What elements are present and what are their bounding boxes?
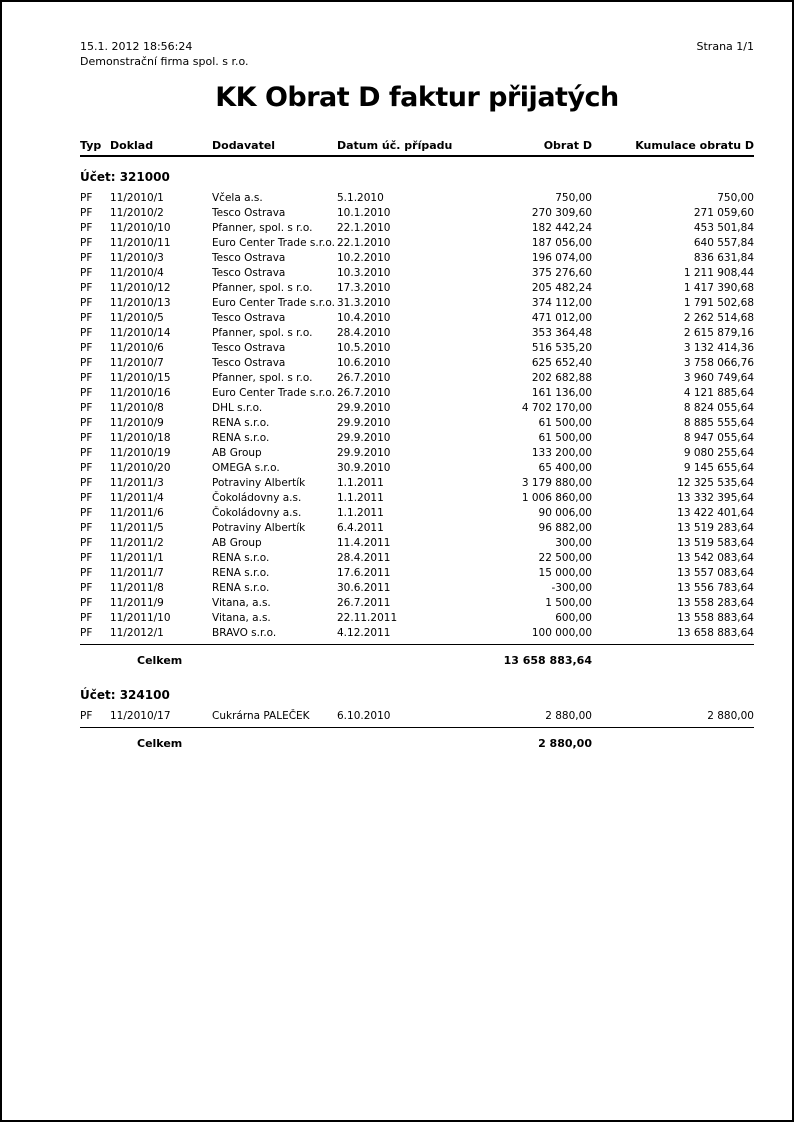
- datum-cell: 17.6.2011: [337, 567, 391, 579]
- typ-cell: PF: [80, 567, 93, 579]
- doklad-cell: 11/2010/15: [110, 372, 171, 384]
- doklad-cell: 11/2010/7: [110, 357, 164, 369]
- dodavatel-cell: OMEGA s.r.o.: [212, 462, 280, 474]
- table-row: [80, 709, 754, 724]
- doklad-cell: 11/2011/7: [110, 567, 164, 579]
- datum-cell: 28.4.2010: [337, 327, 391, 339]
- datum-cell: 29.9.2010: [337, 432, 391, 444]
- dodavatel-cell: Čokoládovny a.s.: [212, 507, 302, 519]
- kumulace-cell: 8 885 555,64: [683, 417, 754, 429]
- section-divider: [80, 727, 754, 728]
- typ-cell: PF: [80, 282, 93, 294]
- dodavatel-cell: Čokoládovny a.s.: [212, 492, 302, 504]
- typ-cell: PF: [80, 342, 93, 354]
- kumulace-cell: 2 880,00: [707, 710, 754, 722]
- doklad-cell: 11/2011/3: [110, 477, 164, 489]
- section-total-row: [80, 737, 754, 752]
- company-name: Demonstrační firma spol. s r.o.: [80, 55, 249, 68]
- total-label: Celkem: [137, 654, 183, 667]
- typ-cell: PF: [80, 312, 93, 324]
- section-total-row: [80, 654, 754, 669]
- obrat-cell: -300,00: [551, 582, 592, 594]
- doklad-cell: 11/2010/16: [110, 387, 171, 399]
- page-number: Strana 1/1: [696, 40, 754, 53]
- datum-cell: 31.3.2010: [337, 297, 391, 309]
- doklad-cell: 11/2010/4: [110, 267, 164, 279]
- obrat-cell: 22 500,00: [538, 552, 592, 564]
- dodavatel-cell: Pfanner, spol. s r.o.: [212, 327, 313, 339]
- header-divider: [80, 155, 754, 157]
- doklad-cell: 11/2010/9: [110, 417, 164, 429]
- datum-cell: 17.3.2010: [337, 282, 391, 294]
- dodavatel-cell: Pfanner, spol. s r.o.: [212, 222, 313, 234]
- doklad-cell: 11/2011/2: [110, 537, 164, 549]
- kumulace-cell: 836 631,84: [693, 252, 754, 264]
- report-title: KK Obrat D faktur přijatých: [215, 82, 619, 113]
- kumulace-cell: 13 332 395,64: [677, 492, 754, 504]
- dodavatel-cell: Tesco Ostrava: [212, 207, 286, 219]
- kumulace-cell: 9 080 255,64: [683, 447, 754, 459]
- doklad-cell: 11/2010/12: [110, 282, 171, 294]
- dodavatel-cell: RENA s.r.o.: [212, 567, 270, 579]
- kumulace-cell: 1 211 908,44: [683, 267, 754, 279]
- datum-cell: 22.11.2011: [337, 612, 398, 624]
- typ-cell: PF: [80, 237, 93, 249]
- report-datetime: 15.1. 2012 18:56:24: [80, 40, 193, 53]
- total-label: Celkem: [137, 737, 183, 750]
- kumulace-cell: 3 960 749,64: [683, 372, 754, 384]
- column-header-datum: Datum úč. případu: [337, 139, 453, 152]
- datum-cell: 1.1.2011: [337, 477, 384, 489]
- dodavatel-cell: RENA s.r.o.: [212, 582, 270, 594]
- datum-cell: 26.7.2011: [337, 597, 391, 609]
- typ-cell: PF: [80, 582, 93, 594]
- dodavatel-cell: Tesco Ostrava: [212, 342, 286, 354]
- obrat-cell: 3 179 880,00: [521, 477, 592, 489]
- obrat-cell: 196 074,00: [531, 252, 592, 264]
- table-row: [80, 236, 754, 251]
- kumulace-cell: 13 558 883,64: [677, 612, 754, 624]
- doklad-cell: 11/2010/18: [110, 432, 171, 444]
- account-label: Účet: 324100: [80, 688, 170, 702]
- obrat-cell: 375 276,60: [531, 267, 592, 279]
- sections: [80, 170, 754, 752]
- kumulace-cell: 8 947 055,64: [683, 432, 754, 444]
- doklad-cell: 11/2010/20: [110, 462, 171, 474]
- kumulace-cell: 12 325 535,64: [677, 477, 754, 489]
- obrat-cell: 4 702 170,00: [521, 402, 592, 414]
- typ-cell: PF: [80, 507, 93, 519]
- kumulace-cell: 13 422 401,64: [677, 507, 754, 519]
- dodavatel-cell: AB Group: [212, 537, 262, 549]
- obrat-cell: 1 006 860,00: [521, 492, 592, 504]
- typ-cell: PF: [80, 327, 93, 339]
- table-row: [80, 431, 754, 446]
- column-header-kumulace: Kumulace obratu D: [635, 139, 754, 152]
- table-row: [80, 506, 754, 521]
- kumulace-cell: 1 417 390,68: [683, 282, 754, 294]
- doklad-cell: 11/2011/4: [110, 492, 164, 504]
- typ-cell: PF: [80, 447, 93, 459]
- doklad-cell: 11/2010/6: [110, 342, 164, 354]
- datum-cell: 22.1.2010: [337, 237, 391, 249]
- column-header-row: [80, 139, 754, 153]
- obrat-cell: 205 482,24: [531, 282, 592, 294]
- typ-cell: PF: [80, 612, 93, 624]
- typ-cell: PF: [80, 357, 93, 369]
- doklad-cell: 11/2010/11: [110, 237, 171, 249]
- doklad-cell: 11/2010/13: [110, 297, 171, 309]
- doklad-cell: 11/2011/6: [110, 507, 164, 519]
- kumulace-cell: 453 501,84: [693, 222, 754, 234]
- doklad-cell: 11/2010/14: [110, 327, 171, 339]
- report-table: [80, 139, 754, 752]
- table-row: [80, 251, 754, 266]
- section-divider: [80, 644, 754, 645]
- typ-cell: PF: [80, 402, 93, 414]
- doklad-cell: 11/2011/1: [110, 552, 164, 564]
- kumulace-cell: 3 132 414,36: [683, 342, 754, 354]
- typ-cell: PF: [80, 597, 93, 609]
- doklad-cell: 11/2011/10: [110, 612, 171, 624]
- table-row: [80, 611, 754, 626]
- kumulace-cell: 2 262 514,68: [683, 312, 754, 324]
- doklad-cell: 11/2011/5: [110, 522, 164, 534]
- obrat-cell: 300,00: [555, 537, 592, 549]
- datum-cell: 1.1.2011: [337, 507, 384, 519]
- kumulace-cell: 13 556 783,64: [677, 582, 754, 594]
- kumulace-cell: 1 791 502,68: [683, 297, 754, 309]
- account-section: [80, 688, 754, 752]
- doklad-cell: 11/2012/1: [110, 627, 164, 639]
- obrat-cell: 1 500,00: [545, 597, 592, 609]
- table-row: [80, 551, 754, 566]
- table-row: [80, 386, 754, 401]
- datum-cell: 6.4.2011: [337, 522, 384, 534]
- datum-cell: 10.2.2010: [337, 252, 391, 264]
- kumulace-cell: 3 758 066,76: [683, 357, 754, 369]
- doklad-cell: 11/2011/9: [110, 597, 164, 609]
- datum-cell: 29.9.2010: [337, 447, 391, 459]
- datum-cell: 29.9.2010: [337, 417, 391, 429]
- column-header-obrat: Obrat D: [543, 139, 592, 152]
- table-row: [80, 491, 754, 506]
- typ-cell: PF: [80, 192, 93, 204]
- kumulace-cell: 271 059,60: [693, 207, 754, 219]
- section-rows: [80, 709, 754, 724]
- typ-cell: PF: [80, 552, 93, 564]
- typ-cell: PF: [80, 627, 93, 639]
- table-row: [80, 326, 754, 341]
- kumulace-cell: 13 558 283,64: [677, 597, 754, 609]
- dodavatel-cell: Euro Center Trade s.r.o.: [212, 297, 335, 309]
- datum-cell: 26.7.2010: [337, 387, 391, 399]
- table-row: [80, 581, 754, 596]
- obrat-cell: 96 882,00: [538, 522, 592, 534]
- typ-cell: PF: [80, 462, 93, 474]
- table-row: [80, 446, 754, 461]
- obrat-cell: 471 012,00: [531, 312, 592, 324]
- dodavatel-cell: DHL s.r.o.: [212, 402, 263, 414]
- table-row: [80, 296, 754, 311]
- typ-cell: PF: [80, 537, 93, 549]
- kumulace-cell: 2 615 879,16: [683, 327, 754, 339]
- table-row: [80, 311, 754, 326]
- dodavatel-cell: Euro Center Trade s.r.o.: [212, 237, 335, 249]
- kumulace-cell: 13 519 583,64: [677, 537, 754, 549]
- typ-cell: PF: [80, 417, 93, 429]
- table-row: [80, 566, 754, 581]
- dodavatel-cell: Cukrárna PALEČEK: [212, 710, 310, 722]
- doklad-cell: 11/2010/8: [110, 402, 164, 414]
- typ-cell: PF: [80, 297, 93, 309]
- obrat-cell: 133 200,00: [531, 447, 592, 459]
- datum-cell: 10.5.2010: [337, 342, 391, 354]
- datum-cell: 30.6.2011: [337, 582, 391, 594]
- table-row: [80, 191, 754, 206]
- kumulace-cell: 13 557 083,64: [677, 567, 754, 579]
- datum-cell: 5.1.2010: [337, 192, 384, 204]
- typ-cell: PF: [80, 522, 93, 534]
- datum-cell: 29.9.2010: [337, 402, 391, 414]
- typ-cell: PF: [80, 387, 93, 399]
- datum-cell: 6.10.2010: [337, 710, 391, 722]
- total-value: 13 658 883,64: [503, 654, 592, 667]
- dodavatel-cell: Tesco Ostrava: [212, 252, 286, 264]
- kumulace-cell: 4 121 885,64: [683, 387, 754, 399]
- kumulace-cell: 8 824 055,64: [683, 402, 754, 414]
- kumulace-cell: 750,00: [717, 192, 754, 204]
- doklad-cell: 11/2011/8: [110, 582, 164, 594]
- table-row: [80, 206, 754, 221]
- datum-cell: 10.1.2010: [337, 207, 391, 219]
- table-row: [80, 341, 754, 356]
- datum-cell: 22.1.2010: [337, 222, 391, 234]
- doklad-cell: 11/2010/3: [110, 252, 164, 264]
- typ-cell: PF: [80, 477, 93, 489]
- account-label: Účet: 321000: [80, 170, 170, 184]
- typ-cell: PF: [80, 710, 93, 722]
- obrat-cell: 90 006,00: [538, 507, 592, 519]
- dodavatel-cell: Tesco Ostrava: [212, 267, 286, 279]
- obrat-cell: 750,00: [555, 192, 592, 204]
- obrat-cell: 202 682,88: [531, 372, 592, 384]
- total-value: 2 880,00: [538, 737, 592, 750]
- datum-cell: 30.9.2010: [337, 462, 391, 474]
- dodavatel-cell: Včela a.s.: [212, 192, 263, 204]
- doklad-cell: 11/2010/19: [110, 447, 171, 459]
- doklad-cell: 11/2010/1: [110, 192, 164, 204]
- datum-cell: 1.1.2011: [337, 492, 384, 504]
- dodavatel-cell: Tesco Ostrava: [212, 357, 286, 369]
- obrat-cell: 65 400,00: [538, 462, 592, 474]
- column-header-typ: Typ: [80, 139, 102, 152]
- kumulace-cell: 9 145 655,64: [683, 462, 754, 474]
- table-row: [80, 356, 754, 371]
- dodavatel-cell: Pfanner, spol. s r.o.: [212, 372, 313, 384]
- obrat-cell: 100 000,00: [531, 627, 592, 639]
- dodavatel-cell: RENA s.r.o.: [212, 417, 270, 429]
- dodavatel-cell: Vitana, a.s.: [212, 597, 271, 609]
- dodavatel-cell: BRAVO s.r.o.: [212, 627, 277, 639]
- datum-cell: 28.4.2011: [337, 552, 391, 564]
- dodavatel-cell: RENA s.r.o.: [212, 552, 270, 564]
- table-row: [80, 596, 754, 611]
- doklad-cell: 11/2010/10: [110, 222, 171, 234]
- obrat-cell: 2 880,00: [545, 710, 592, 722]
- obrat-cell: 61 500,00: [538, 432, 592, 444]
- obrat-cell: 600,00: [555, 612, 592, 624]
- obrat-cell: 161 136,00: [531, 387, 592, 399]
- datum-cell: 10.3.2010: [337, 267, 391, 279]
- typ-cell: PF: [80, 267, 93, 279]
- dodavatel-cell: Pfanner, spol. s r.o.: [212, 282, 313, 294]
- table-row: [80, 536, 754, 551]
- table-row: [80, 371, 754, 386]
- datum-cell: 10.6.2010: [337, 357, 391, 369]
- table-row: [80, 401, 754, 416]
- typ-cell: PF: [80, 372, 93, 384]
- obrat-cell: 15 000,00: [538, 567, 592, 579]
- obrat-cell: 270 309,60: [531, 207, 592, 219]
- typ-cell: PF: [80, 432, 93, 444]
- doklad-cell: 11/2010/2: [110, 207, 164, 219]
- obrat-cell: 374 112,00: [531, 297, 592, 309]
- dodavatel-cell: Vitana, a.s.: [212, 612, 271, 624]
- doklad-cell: 11/2010/17: [110, 710, 171, 722]
- doklad-cell: 11/2010/5: [110, 312, 164, 324]
- dodavatel-cell: Potraviny Albertík: [212, 522, 306, 534]
- table-row: [80, 626, 754, 641]
- column-header-doklad: Doklad: [110, 139, 154, 152]
- dodavatel-cell: RENA s.r.o.: [212, 432, 270, 444]
- obrat-cell: 182 442,24: [531, 222, 592, 234]
- datum-cell: 26.7.2010: [337, 372, 391, 384]
- dodavatel-cell: Potraviny Albertík: [212, 477, 306, 489]
- obrat-cell: 353 364,48: [531, 327, 592, 339]
- obrat-cell: 625 652,40: [531, 357, 592, 369]
- obrat-cell: 61 500,00: [538, 417, 592, 429]
- dodavatel-cell: Tesco Ostrava: [212, 312, 286, 324]
- column-header-dodavatel: Dodavatel: [212, 139, 276, 152]
- typ-cell: PF: [80, 207, 93, 219]
- datum-cell: 11.4.2011: [337, 537, 391, 549]
- table-row: [80, 416, 754, 431]
- typ-cell: PF: [80, 222, 93, 234]
- dodavatel-cell: AB Group: [212, 447, 262, 459]
- typ-cell: PF: [80, 492, 93, 504]
- kumulace-cell: 13 542 083,64: [677, 552, 754, 564]
- kumulace-cell: 640 557,84: [693, 237, 754, 249]
- table-row: [80, 281, 754, 296]
- kumulace-cell: 13 658 883,64: [677, 627, 754, 639]
- obrat-cell: 187 056,00: [531, 237, 592, 249]
- section-rows: [80, 191, 754, 641]
- kumulace-cell: 13 519 283,64: [677, 522, 754, 534]
- obrat-cell: 516 535,20: [531, 342, 592, 354]
- datum-cell: 10.4.2010: [337, 312, 391, 324]
- table-row: [80, 461, 754, 476]
- table-row: [80, 476, 754, 491]
- table-row: [80, 221, 754, 236]
- table-row: [80, 266, 754, 281]
- typ-cell: PF: [80, 252, 93, 264]
- datum-cell: 4.12.2011: [337, 627, 391, 639]
- table-row: [80, 521, 754, 536]
- account-section: [80, 170, 754, 669]
- dodavatel-cell: Euro Center Trade s.r.o.: [212, 387, 335, 399]
